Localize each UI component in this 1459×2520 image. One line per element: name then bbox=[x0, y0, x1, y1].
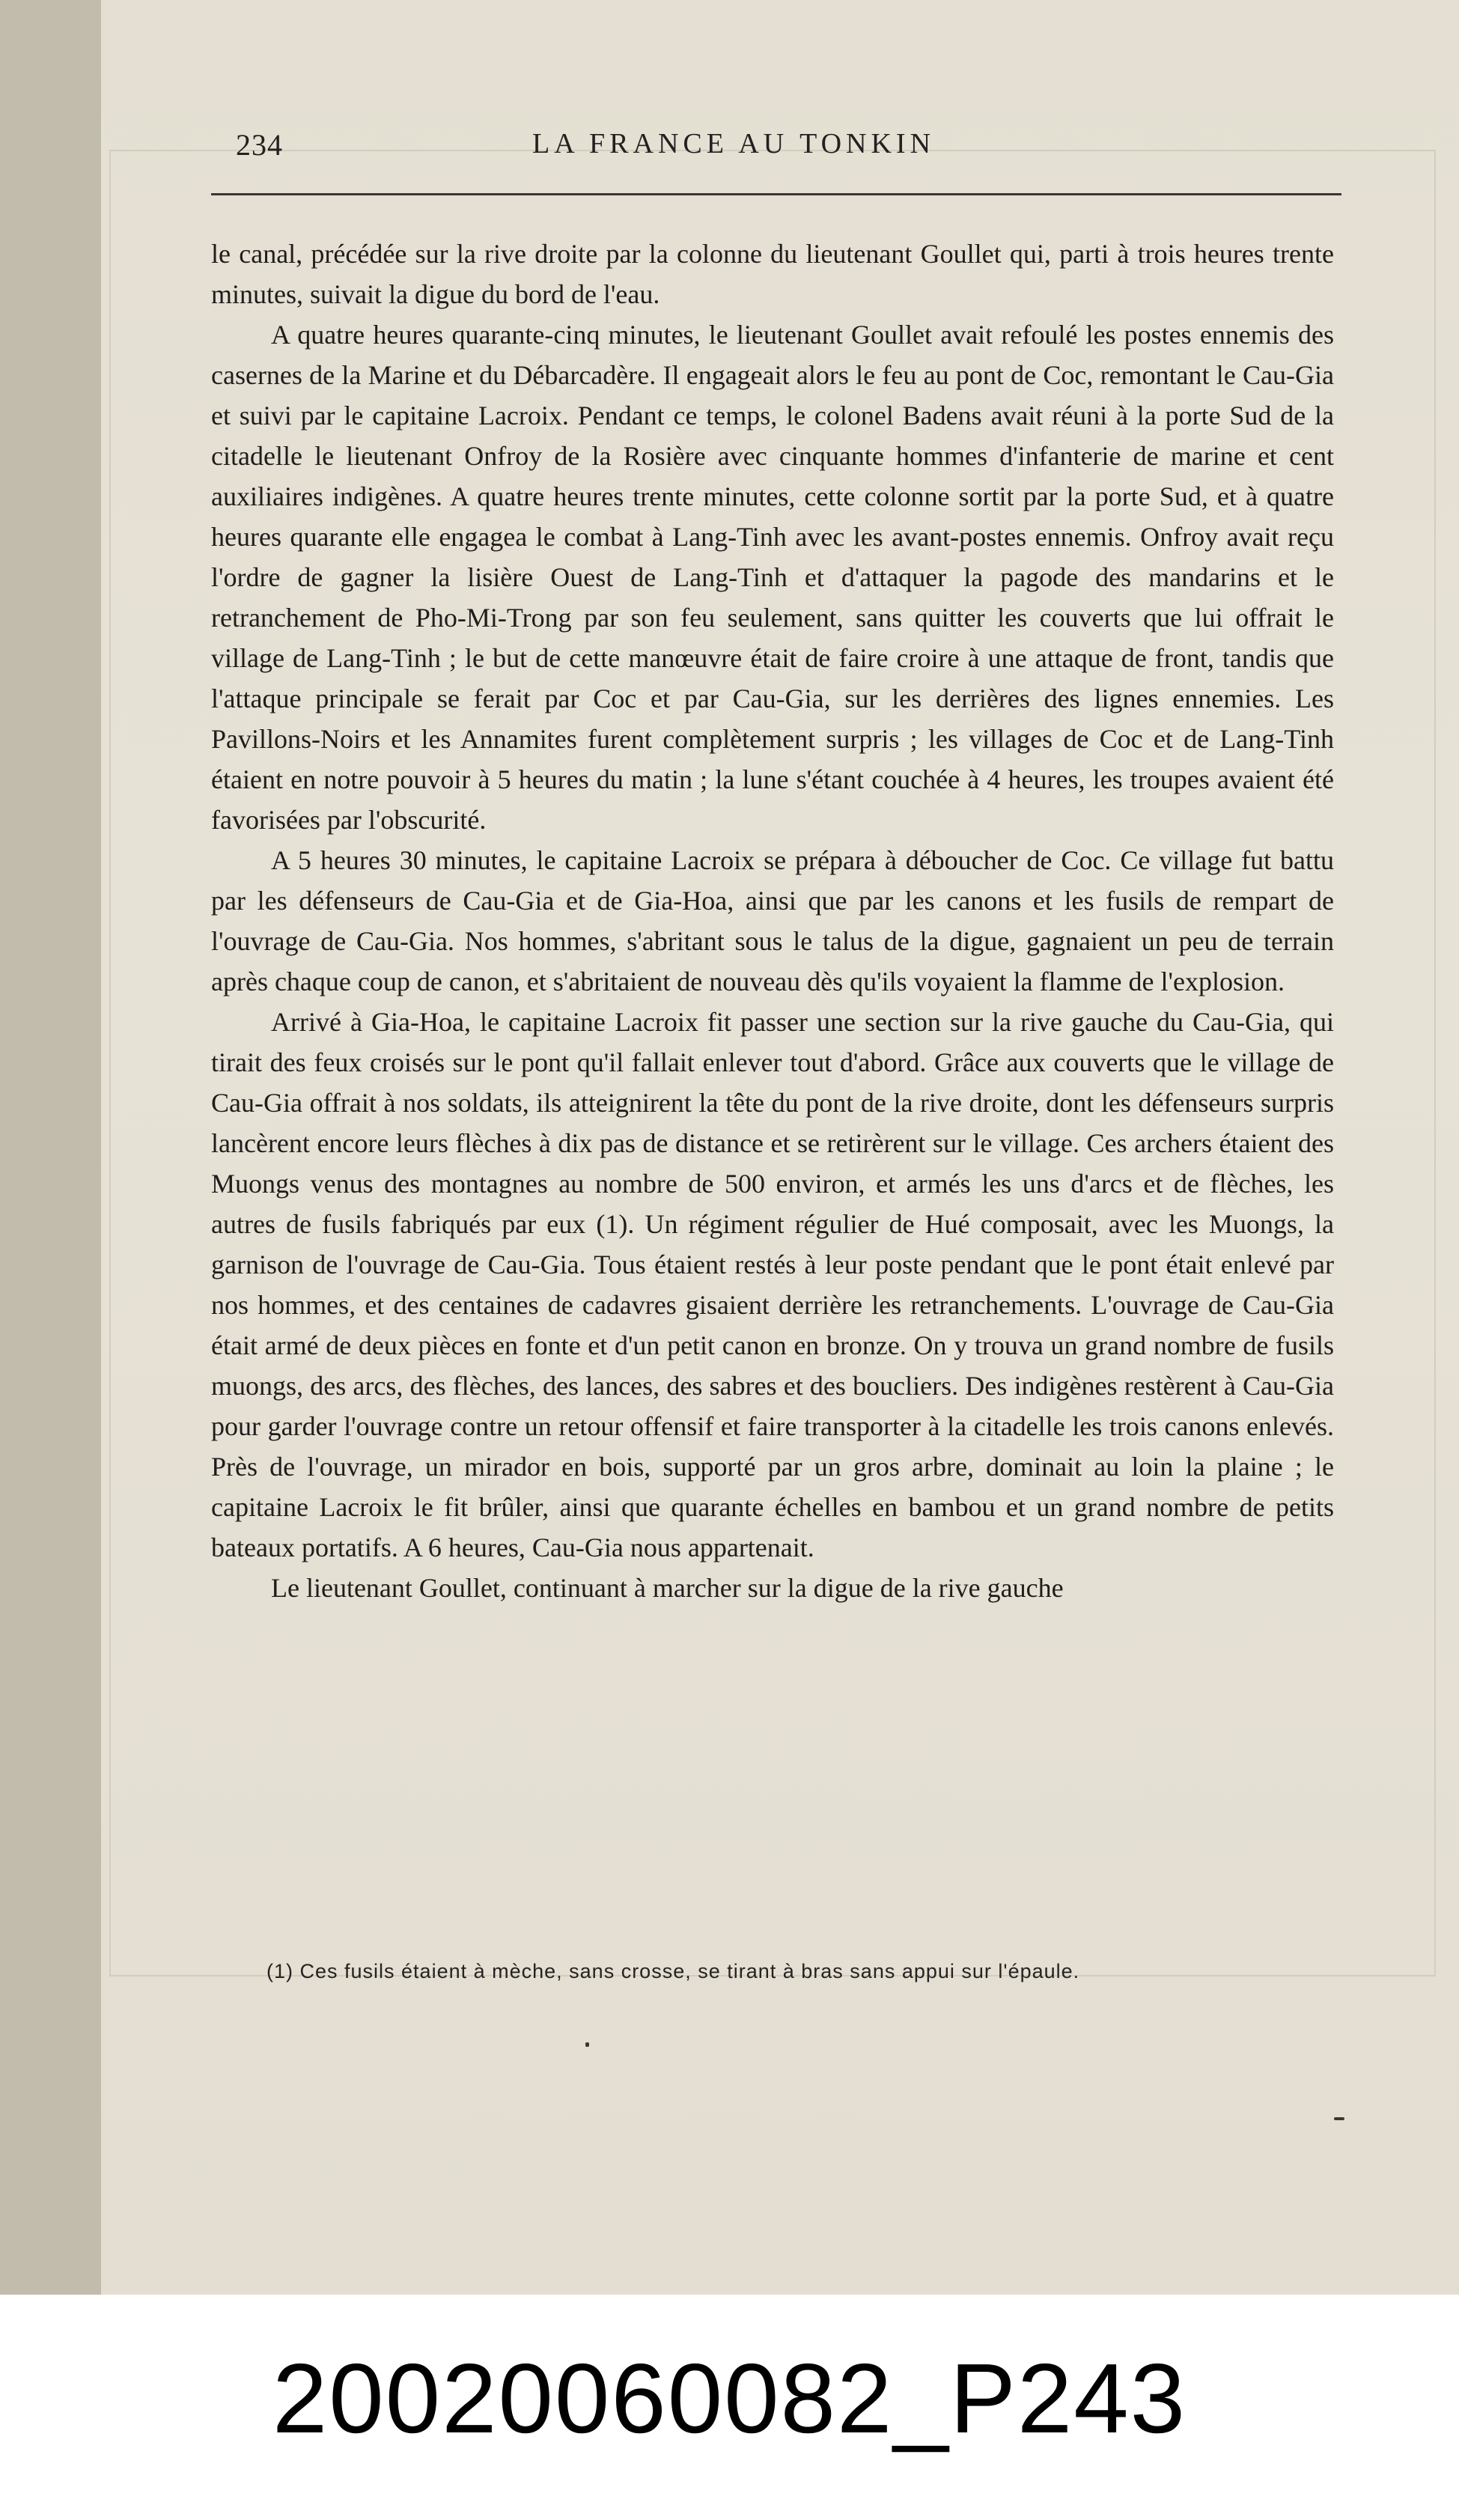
running-header bbox=[127, 127, 1340, 165]
footnote: (1) Ces fusils étaient à mèche, sans crosse, se tirant à bras sans appui sur l'épaule. bbox=[266, 1960, 1080, 1982]
page-number: 234 bbox=[236, 128, 283, 162]
ink-speck bbox=[585, 2042, 589, 2047]
header-rule bbox=[211, 193, 1341, 195]
ink-speck bbox=[1334, 2117, 1344, 2120]
paragraph-continued: le canal, précédée sur la rive droite par la colonne du lieutenant Goullet qui, parti à trois heures trente minutes, suivait la digue du bord de l'eau. bbox=[211, 239, 1334, 309]
running-title: LA FRANCE AU TONKIN bbox=[531, 128, 936, 159]
body-text bbox=[211, 234, 1334, 1608]
archive-id-caption: 20020060082_P243 bbox=[272, 2343, 1187, 2453]
paragraph: A quatre heures quarante-cinq minutes, le lieutenant Goullet avait refoulé les postes ennemis des casernes de la Marine et du Débarcadère. Il engageait alors le feu au pont de Coc, remontant le Cau-Gia et suivi par le capitaine Lacroix. Pendant ce temps, le colonel Badens avait réuni à la porte Sud de la citadelle le lieutenant Onfroy de la Rosière avec cinquante hommes d'infanterie de marine et cent auxiliaires indigènes. A quatre heures trente minutes, cette colonne sortit par la porte Sud, et à quatre heures quarante elle engagea le combat à Lang-Tinh avec les avant-postes ennemis. Onfroy avait reçu l'ordre de gagner la lisière Ouest de Lang-Tinh et d'attaquer la pagode des mandarins et le retranchement de Pho-Mi-Trong par son feu seulement, sans quitter les couverts que lui offrait le village de Lang-Tinh ; le but de cette manœuvre était de faire croire à une attaque de front, tandis que l'attaque principale se ferait par Coc et par Cau-Gia, sur les derrières des lignes ennemies. Les Pavillons-Noirs et les Annamites furent complètement surpris ; les villages de Coc et de Lang-Tinh étaient en notre pouvoir à 5 heures du matin ; la lune s'étant couchée à 4 heures, les troupes avaient été favorisées par l'obscurité. bbox=[211, 320, 1334, 835]
paragraph: Arrivé à Gia-Hoa, le capitaine Lacroix fit passer une section sur la rive gauche du Cau-Gia, qui tirait des feux croisés sur le pont qu'il fallait enlever tout d'abord. Grâce aux couverts que le village de Cau-Gia offrait à nos soldats, ils atteignirent la tête du pont de la rive droite, dont les défenseurs surpris lancèrent encore leurs flèches à dix pas de distance et se retirèrent sur le village. Ces archers étaient des Muongs venus des montagnes au nombre de 500 environ, et armés les uns d'arcs et de flèches, les autres de fusils fabriqués par eux (1). Un régiment régulier de Hué composait, avec les Muongs, la garnison de l'ouvrage de Cau-Gia. Tous étaient restés à leur poste pendant que le pont était enlevé par nos hommes, et des centaines de cadavres gisaient derrière les retranchements. L'ouvrage de Cau-Gia était armé de deux pièces en fonte et d'un petit canon en bronze. On y trouva un grand nombre de fusils muongs, des arcs, des flèches, des lances, des sabres et des boucliers. Des indigènes restèrent à Cau-Gia pour garder l'ouvrage contre un retour offensif et faire transporter à la citadelle les trois canons enlevés. Près de l'ouvrage, un mirador en bois, supporté par un gros arbre, dominait au loin la plaine ; le capitaine Lacroix le fit brûler, ainsi que quarante échelles en bambou et un grand nombre de petits bateaux portatifs. A 6 heures, Cau-Gia nous appartenait. bbox=[211, 1007, 1334, 1562]
paragraph: A 5 heures 30 minutes, le capitaine Lacroix se prépara à déboucher de Coc. Ce village fut battu par les défenseurs de Cau-Gia et de Gia-Hoa, ainsi que par les canons et les fusils de rempart de l'ouvrage de Cau-Gia. Nos hommes, s'abritant sous le talus de la digue, gagnaient un peu de terrain après chaque coup de canon, et s'abritaient de nouveau dès qu'ils voyaient la flamme de l'explosion. bbox=[211, 845, 1334, 996]
paragraph: Le lieutenant Goullet, continuant à marcher sur la digue de la rive gauche bbox=[271, 1573, 1064, 1603]
